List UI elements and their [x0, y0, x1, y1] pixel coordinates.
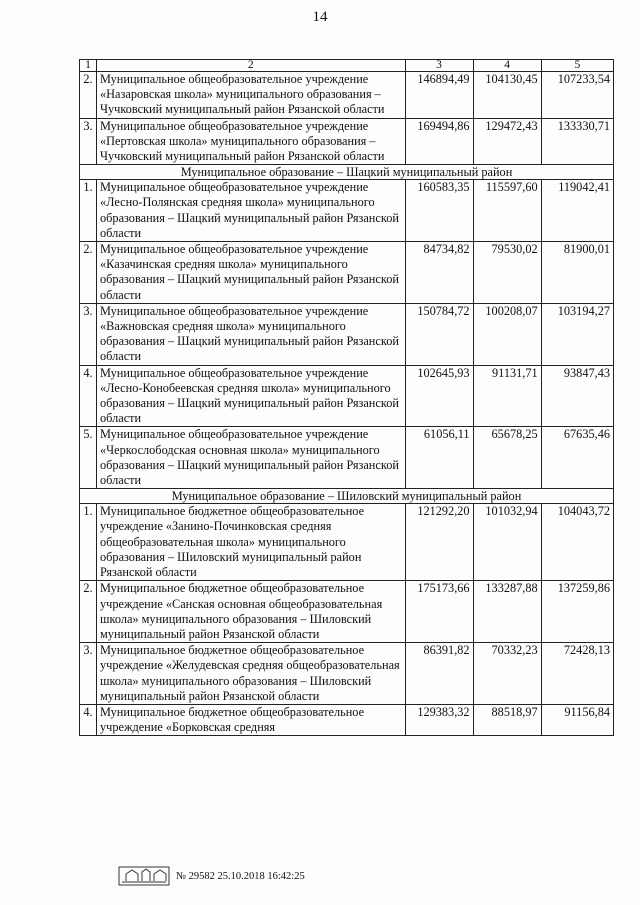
value-col3-cell: 175173,66: [405, 581, 473, 643]
row-number-cell: 2.: [80, 581, 97, 643]
row-number-cell: 4.: [80, 365, 97, 427]
page-number: 14: [312, 9, 328, 25]
row-number-cell: 4.: [80, 704, 97, 735]
table-row: [80, 643, 614, 705]
value-col3-cell: 86391,82: [405, 643, 473, 705]
header-cell: 5: [541, 60, 613, 72]
institution-name-cell: Муниципальное общеобразовательное учреждение «Лесно-Конобеевская средняя школа» муниципального образования – Шацкий муниципальный район Рязанской области: [97, 365, 405, 427]
value-col3-cell: 146894,49: [405, 72, 473, 119]
table-row: [80, 180, 614, 242]
institution-name-cell: Муниципальное бюджетное общеобразовательное учреждение «Желудевская средняя общеобразовательная школа» муниципального образования – Шиловский муниципальный район Рязанской области: [97, 643, 405, 705]
table-row: [80, 504, 614, 581]
institution-name-cell: Муниципальное общеобразовательное учреждение «Важновская средняя школа» муниципального образования – Шацкий муниципальный район Рязанской области: [97, 303, 405, 365]
value-col5-cell: 104043,72: [541, 504, 613, 581]
value-col5-cell: 103194,27: [541, 303, 613, 365]
value-col3-cell: 84734,82: [405, 242, 473, 304]
institution-name-cell: Муниципальное бюджетное общеобразовательное учреждение «Занино-Починковская средняя общеобразовательная школа» муниципального образования – Шиловский муниципальный район Рязанской области: [97, 504, 405, 581]
value-col3-cell: 150784,72: [405, 303, 473, 365]
value-col4-cell: 129472,43: [473, 118, 541, 165]
table-header-row: [80, 60, 614, 72]
institution-name-cell: Муниципальное общеобразовательное учреждение «Пертовская школа» муниципального образования – Чучковский муниципальный район Рязанской области: [97, 118, 405, 165]
row-number-cell: 2.: [80, 242, 97, 304]
table-row: [80, 581, 614, 643]
table-row: [80, 303, 614, 365]
institution-name-cell: Муниципальное общеобразовательное учреждение «Лесно-Полянская средняя школа» муниципального образования – Шацкий муниципальный район Рязанской области: [97, 180, 405, 242]
table-row: [80, 72, 614, 119]
value-col4-cell: 91131,71: [473, 365, 541, 427]
section-title: Муниципальное образование – Шацкий муниципальный район: [80, 165, 614, 180]
institution-name-cell: Муниципальное бюджетное общеобразовательное учреждение «Борковская средняя: [97, 704, 405, 735]
table-row: [80, 242, 614, 304]
section-header-row: [80, 165, 614, 180]
value-col5-cell: 119042,41: [541, 180, 613, 242]
value-col3-cell: 169494,86: [405, 118, 473, 165]
document-footer: [118, 866, 305, 886]
signature-stamp-icon: [118, 866, 170, 886]
table-row: [80, 118, 614, 165]
header-cell: 4: [473, 60, 541, 72]
value-col5-cell: 107233,54: [541, 72, 613, 119]
value-col3-cell: 129383,32: [405, 704, 473, 735]
value-col5-cell: 72428,13: [541, 643, 613, 705]
value-col4-cell: 133287,88: [473, 581, 541, 643]
row-number-cell: 1.: [80, 180, 97, 242]
table-row: [80, 704, 614, 735]
row-number-cell: 1.: [80, 504, 97, 581]
value-col4-cell: 100208,07: [473, 303, 541, 365]
row-number-cell: 3.: [80, 643, 97, 705]
value-col4-cell: 79530,02: [473, 242, 541, 304]
section-title: Муниципальное образование – Шиловский муниципальный район: [80, 489, 614, 504]
value-col4-cell: 65678,25: [473, 427, 541, 489]
row-number-cell: 5.: [80, 427, 97, 489]
institution-name-cell: Муниципальное бюджетное общеобразовательное учреждение «Санская основная общеобразовательная школа» муниципального образования – Шиловский муниципальный район Рязанской области: [97, 581, 405, 643]
section-header-row: [80, 489, 614, 504]
header-cell: 3: [405, 60, 473, 72]
value-col5-cell: 91156,84: [541, 704, 613, 735]
value-col5-cell: 81900,01: [541, 242, 613, 304]
institution-name-cell: Муниципальное общеобразовательное учреждение «Назаровская школа» муниципального образования – Чучковский муниципальный район Рязанской области: [97, 72, 405, 119]
value-col4-cell: 70332,23: [473, 643, 541, 705]
table-row: [80, 365, 614, 427]
value-col4-cell: 88518,97: [473, 704, 541, 735]
document-reference: № 29582 25.10.2018 16:42:25: [176, 870, 305, 882]
value-col3-cell: 160583,35: [405, 180, 473, 242]
value-col4-cell: 104130,45: [473, 72, 541, 119]
value-col3-cell: 102645,93: [405, 365, 473, 427]
header-cell: 1: [80, 60, 97, 72]
value-col3-cell: 61056,11: [405, 427, 473, 489]
data-table: [79, 59, 614, 736]
institution-name-cell: Муниципальное общеобразовательное учреждение «Черкослободская основная школа» муниципального образования – Шацкий муниципальный район Рязанской области: [97, 427, 405, 489]
value-col3-cell: 121292,20: [405, 504, 473, 581]
value-col5-cell: 137259,86: [541, 581, 613, 643]
row-number-cell: 3.: [80, 303, 97, 365]
value-col4-cell: 101032,94: [473, 504, 541, 581]
table-row: [80, 427, 614, 489]
header-cell: 2: [97, 60, 405, 72]
value-col5-cell: 67635,46: [541, 427, 613, 489]
value-col4-cell: 115597,60: [473, 180, 541, 242]
value-col5-cell: 93847,43: [541, 365, 613, 427]
value-col5-cell: 133330,71: [541, 118, 613, 165]
row-number-cell: 2.: [80, 72, 97, 119]
institution-name-cell: Муниципальное общеобразовательное учреждение «Казачинская средняя школа» муниципального образования – Шацкий муниципальный район Рязанской области: [97, 242, 405, 304]
row-number-cell: 3.: [80, 118, 97, 165]
